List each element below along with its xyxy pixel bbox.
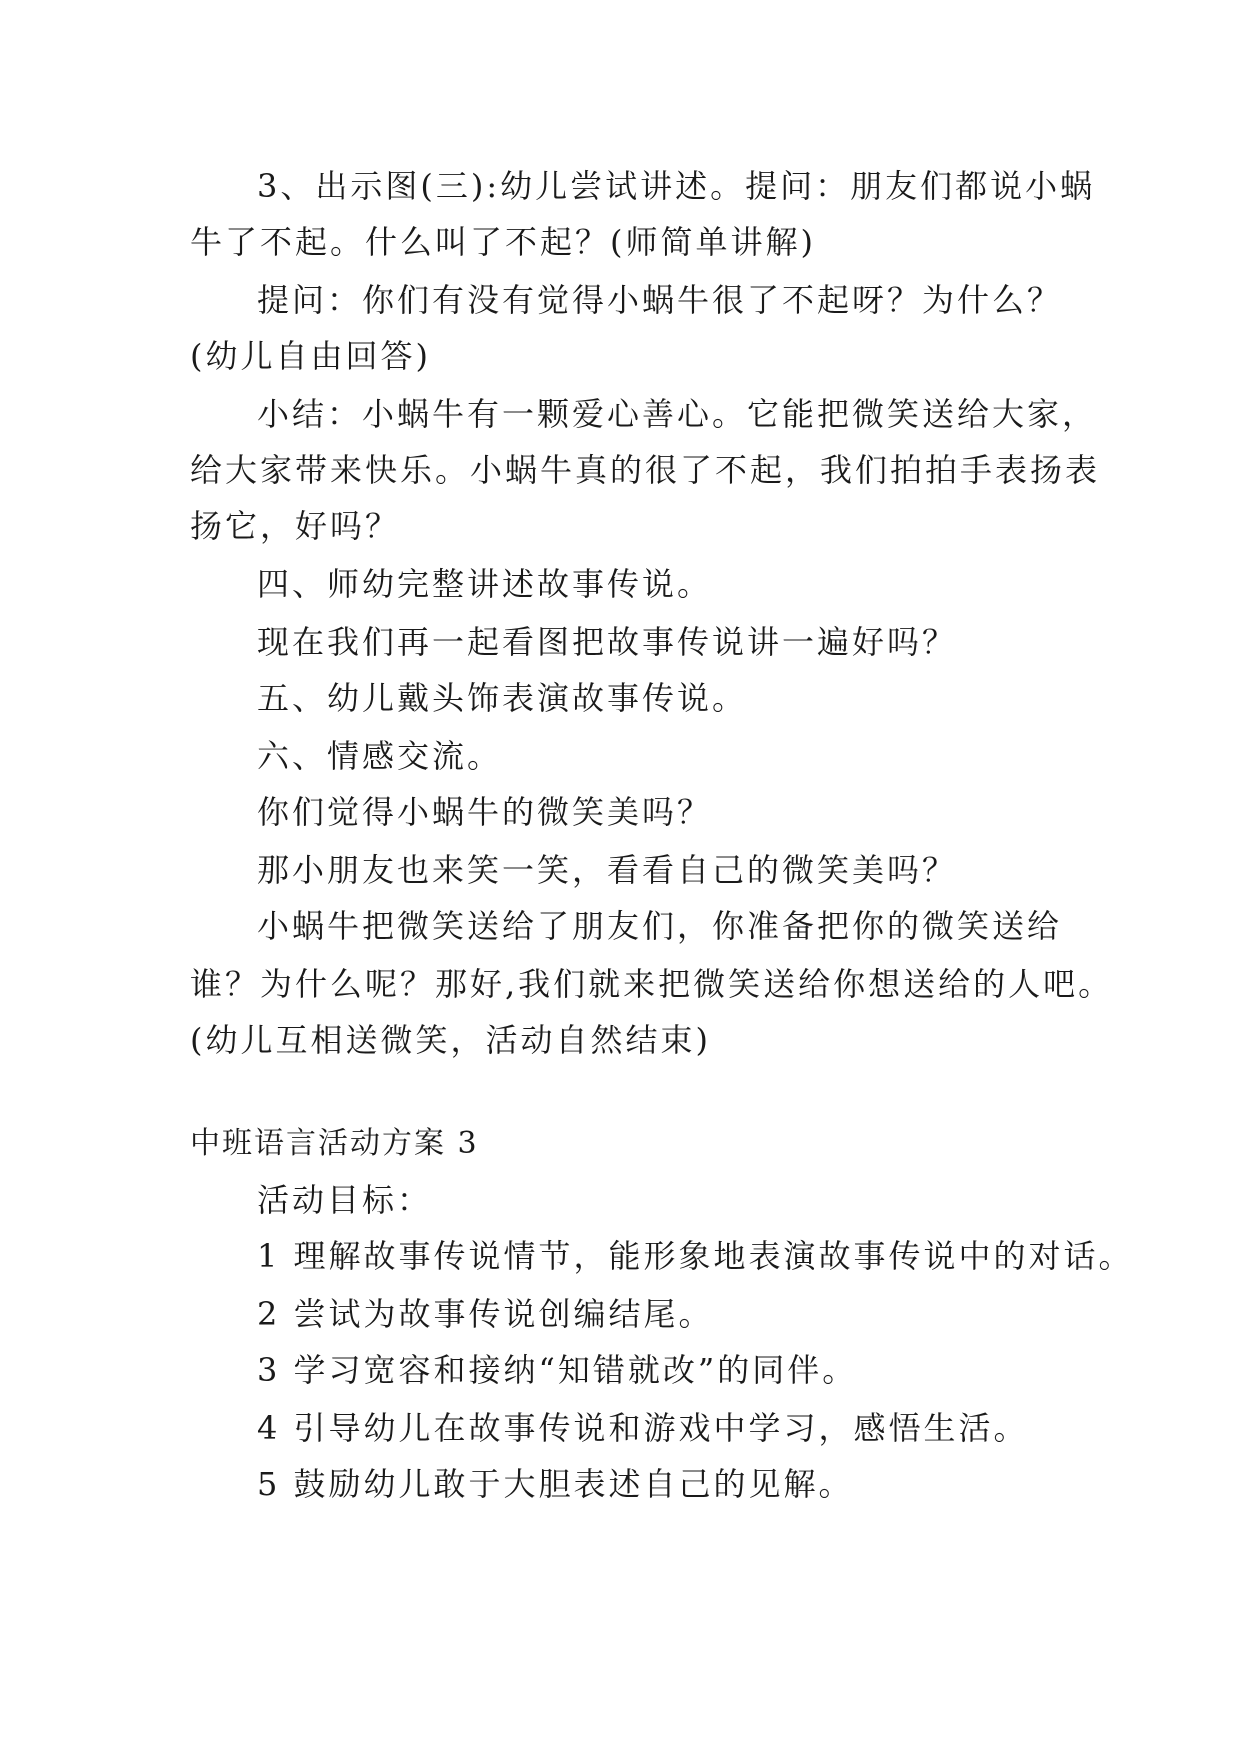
paragraph-line: 牛了不起。什么叫了不起？(师简单讲解)	[190, 223, 816, 261]
paragraph-line: (幼儿自由回答)	[190, 337, 431, 375]
paragraph-line: 六、情感交流。	[257, 737, 503, 775]
paragraph-line: 那小朋友也来笑一笑，看看自己的微笑美吗？	[257, 851, 958, 889]
paragraph-line: 活动目标：	[257, 1181, 433, 1219]
list-item: 4 引导幼儿在故事传说和游戏中学习，感悟生活。	[257, 1409, 1029, 1447]
paragraph-line: 小蜗牛把微笑送给了朋友们，你准备把你的微笑送给	[257, 907, 1063, 945]
paragraph-line: (幼儿互相送微笑，活动自然结束)	[190, 1021, 711, 1059]
paragraph-line: 你们觉得小蜗牛的微笑美吗？	[257, 793, 713, 831]
paragraph-line: 五、幼儿戴头饰表演故事传说。	[257, 679, 748, 717]
paragraph-line: 提问：你们有没有觉得小蜗牛很了不起呀？为什么？	[257, 281, 1063, 319]
list-item: 3 学习宽容和接纳“知错就改”的同伴。	[257, 1351, 858, 1389]
paragraph-line: 扬它，好吗？	[190, 507, 401, 545]
list-item: 5 鼓励幼儿敢于大胆表述自己的见解。	[257, 1465, 854, 1503]
paragraph-line: 给大家带来快乐。小蜗牛真的很了不起，我们拍拍手表扬表	[190, 451, 1101, 489]
section-heading: 中班语言活动方案 3	[190, 1126, 479, 1161]
paragraph-line: 3、出示图(三):幼儿尝试讲述。提问：朋友们都说小蜗	[257, 167, 1096, 205]
paragraph-line: 谁？为什么呢？那好,我们就来把微笑送给你想送给的人吧。	[190, 965, 1114, 1003]
paragraph-line: 现在我们再一起看图把故事传说讲一遍好吗？	[257, 623, 958, 661]
list-item: 2 尝试为故事传说创编结尾。	[257, 1295, 714, 1333]
list-item: 1 理解故事传说情节，能形象地表演故事传说中的对话。	[257, 1237, 1134, 1275]
paragraph-line: 四、师幼完整讲述故事传说。	[257, 565, 713, 603]
paragraph-line: 小结：小蜗牛有一颗爱心善心。它能把微笑送给大家，	[257, 395, 1098, 433]
